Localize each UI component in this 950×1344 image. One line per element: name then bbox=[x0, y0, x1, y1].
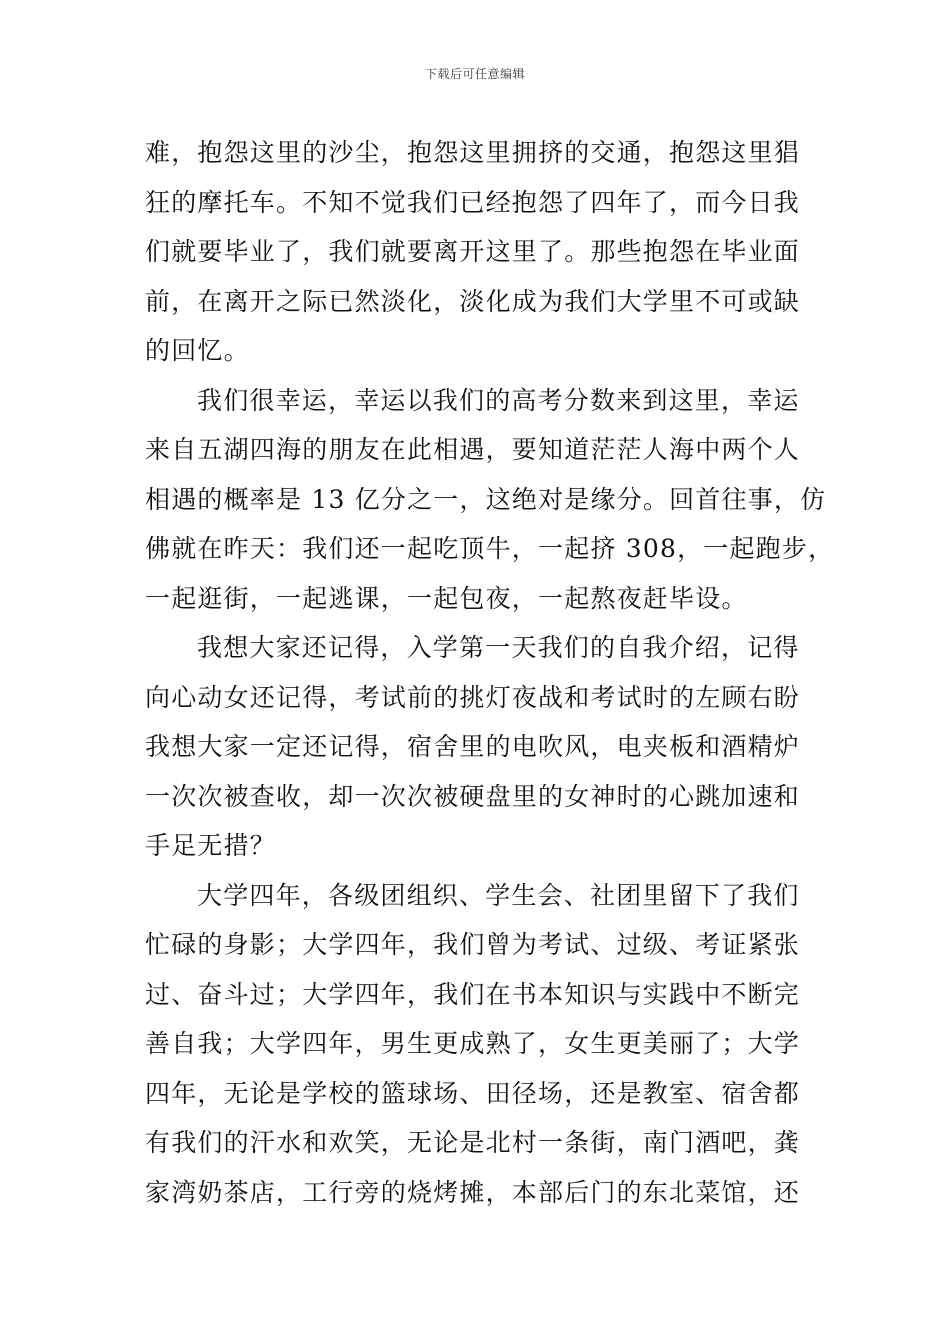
text-line: 来自五湖四海的朋友在此相遇，要知道茫茫人海中两个人 bbox=[145, 435, 801, 464]
text-line: 一起逛街，一起逃课，一起包夜，一起熬夜赶毕设。 bbox=[145, 583, 748, 613]
text-line: 有我们的汗水和欢笑，无论是北村一条街，南门酒吧，龚 bbox=[145, 1128, 801, 1157]
text-line: 手足无措？ bbox=[145, 831, 277, 860]
text-line: 们就要毕业了，我们就要离开这里了。那些抱怨在毕业面 bbox=[145, 237, 801, 266]
text-line: 相遇的概率是 13 亿分之一，这绝对是缘分。回首往事，仿 bbox=[145, 484, 827, 514]
text-line: 我想大家还记得，入学第一天我们的自我介绍，记得 bbox=[197, 633, 800, 662]
text-line: 家湾奶茶店，工行旁的烧烤摊，本部后门的东北菜馆，还 bbox=[145, 1177, 801, 1207]
text-line: 善自我；大学四年，男生更成熟了，女生更美丽了；大学 bbox=[145, 1029, 801, 1058]
text-line: 我们很幸运，幸运以我们的高考分数来到这里，幸运 bbox=[197, 385, 800, 415]
text-line: 大学四年，各级团组织、学生会、社团里留下了我们 bbox=[197, 880, 800, 910]
text-line: 向心动女还记得，考试前的挑灯夜战和考试时的左顾右盼 bbox=[145, 682, 801, 712]
text-line: 狂的摩托车。不知不觉我们已经抱怨了四年了，而今日我 bbox=[145, 187, 801, 217]
text-line: 难，抱怨这里的沙尘，抱怨这里拥挤的交通，抱怨这里猖 bbox=[145, 138, 801, 167]
header-note: 下载后可任意编辑 bbox=[424, 67, 525, 81]
text-line: 忙碌的身影；大学四年，我们曾为考试、过级、考证紧张 bbox=[145, 930, 801, 959]
text-line: 我想大家一定还记得，宿舍里的电吹风，电夹板和酒精炉 bbox=[145, 732, 801, 761]
text-line: 过、奋斗过；大学四年，我们在书本知识与实践中不断完 bbox=[145, 979, 801, 1009]
text-line: 前，在离开之际已然淡化，淡化成为我们大学里不可或缺 bbox=[145, 286, 801, 316]
text-line: 四年，无论是学校的篮球场、田径场，还是教室、宿舍都 bbox=[145, 1078, 801, 1108]
text-line: 的回忆。 bbox=[145, 336, 250, 365]
body-text bbox=[145, 128, 835, 1217]
text-line: 一次次被查收，却一次次被硬盘里的女神时的心跳加速和 bbox=[145, 781, 801, 811]
text-line: 佛就在昨天：我们还一起吃顶牛，一起挤 308，一起跑步， bbox=[145, 534, 835, 563]
